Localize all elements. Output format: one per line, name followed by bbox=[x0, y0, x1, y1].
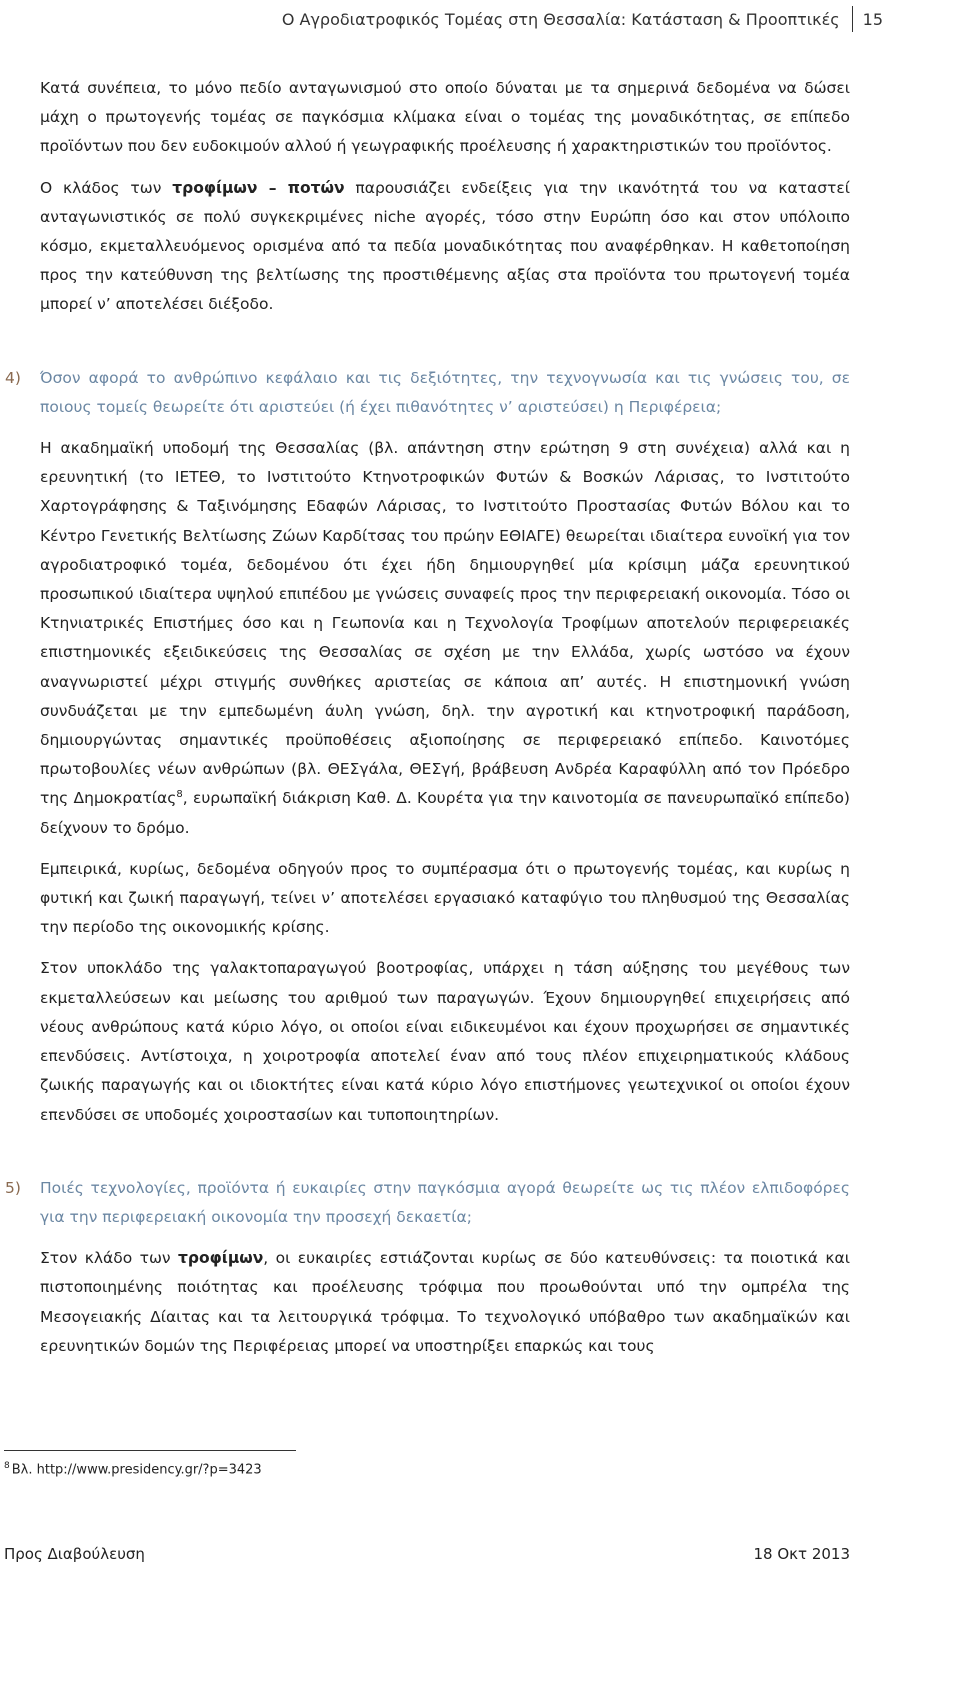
document-body bbox=[5, 74, 851, 1361]
question-5-number: 5) bbox=[5, 1178, 21, 1197]
footnote-divider bbox=[4, 1450, 296, 1451]
p2-bold-term: τροφίμων – ποτών bbox=[172, 178, 345, 197]
footer-status: Προς Διαβούλευση bbox=[4, 1545, 145, 1563]
footer-date: 18 Οκτ 2013 bbox=[753, 1545, 850, 1563]
answer-4-paragraph-3: Στον υποκλάδο της γαλακτοπαραγωγού βοοτροφίας, υπάρχει η τάση αύξησης του μεγέθους των εκμεταλλεύσεων και μείωσης του αριθμού των παραγωγών. Έχουν δημιουργηθεί επιχειρήσεις από νέους ανθρώπους κατά κύριο λόγο, οι οποίοι είναι ειδικευμένοι και έχουν προχωρήσει σε σημαντικές επενδύσεις. Αντίστοιχα, η χοιροτροφία αποτελεί έναν από τους πλέον επιχειρηματικούς κλάδους ζωικής παραγωγής και οι ιδιοκτήτες είναι κατά κύριο λόγο επιστήμονες γεωτεχνικοί οι οποίοι έχουν επενδύσει σε υποδομές χοιροστασίων και τυποποιητηρίων. bbox=[40, 959, 850, 1124]
a4p1-text-post: , ευρωπαϊκή διάκριση Καθ. Δ. Κουρέτα για την καινοτομία σε πανευρωπαϊκό επίπεδο) δείχνουν το δρόμο. bbox=[40, 789, 850, 837]
answer-4-paragraph-1 bbox=[40, 434, 850, 843]
answer-5-paragraph-1 bbox=[40, 1244, 850, 1361]
footnote bbox=[4, 1461, 262, 1477]
running-header bbox=[282, 6, 883, 32]
question-4-text: Όσον αφορά το ανθρώπινο κεφάλαιο και τις δεξιότητες, την τεχνογνωσία και τις γνώσεις του, σε ποιους τομείς θεωρείτε ότι αριστεύει (ή έχει πιθανότητες ν’ αριστεύσει) η Περιφέρεια; bbox=[40, 368, 850, 416]
footnote-text[interactable]: Βλ. http://www.presidency.gr/?p=3423 bbox=[11, 1462, 262, 1478]
question-4 bbox=[5, 364, 850, 422]
question-5-text: Ποιές τεχνολογίες, προϊόντα ή ευκαιρίες στην παγκόσμια αγορά θεωρείτε ως τις πλέον ελπιδοφόρες για την περιφερειακή οικονομία την προσεχή δεκαετία; bbox=[40, 1178, 850, 1226]
paragraph-1: Κατά συνέπεια, το μόνο πεδίο ανταγωνισμού στο οποίο δύναται με τα σημερινά δεδομένα να δώσει μάχη ο πρωτογενής τομέας σε παγκόσμια κλίμακα είναι ο τομέας της μοναδικότητας, σε επίπεδο προϊόντων που δεν ευδοκιμούν αλλού ή γεωγραφικής προέλευσης ή χαρακτηριστικών του προϊόντος. bbox=[40, 79, 850, 156]
question-4-number: 4) bbox=[5, 368, 21, 387]
paragraph-2 bbox=[40, 174, 850, 320]
footnote-number: 8 bbox=[4, 1461, 10, 1471]
question-5 bbox=[5, 1174, 850, 1232]
p2-text-pre: Ο κλάδος των bbox=[40, 178, 173, 197]
a5-bold-term: τροφίμων bbox=[178, 1249, 264, 1268]
header-separator bbox=[852, 6, 853, 32]
header-title: Ο Αγροδιατροφικός Τομέας στη Θεσσαλία: Κατάσταση & Προοπτικές bbox=[281, 9, 840, 29]
page-number: 15 bbox=[862, 9, 883, 29]
a4p1-text-pre: Η ακαδημαϊκή υποδομή της Θεσσαλίας (βλ. απάντηση στην ερώτηση 9 στη συνέχεια) αλλά και η ερευνητική (το ΙΕΤΕΘ, το Ινστιτούτο Κτηνοτροφικών Φυτών & Βοσκών Λάρισας, το Ινστιτούτο Χαρτογράφησης & Ταξινόμησης Εδαφών Λάρισας, το Ινστιτούτο Προστασίας Φυτών Βόλου και το Κέντρο Γενετικής Βελτίωσης Ζώων Καρδίτσας του πρώην ΕΘΙΑΓΕ) θεωρείται ιδιαίτερα ευνοϊκή για τον αγροδιατροφικό τομέα, δεδομένου ότι έχει ήδη δημιουργηθεί μία κρίσιμη μάζα ερευνητικού προσωπικού ιδιαίτερα υψηλού επιπέδου με γνώσεις συναφείς προς την περιφερειακή οικονομία. Τόσο οι Κτηνιατρικές Επιστήμες όσο και η Γεωπονία και η Τεχνολογία Τροφίμων αποτελούν περιφερειακές επιστημονικές εξειδικεύσεις της Θεσσαλίας σε σχέση με την Ελλάδα, χωρίς ωστόσο να έχουν αναγνωριστεί μέχρι στιγμής συνθήκες αριστείας σε κάποια απ’ αυτές. Η επιστημονική γνώση συνδυάζεται με την εμπεδωμένη άυλη γνώση, δηλ. την αγροτική και κτηνοτροφική παράδοση, δημιουργώντας σημαντικές προϋποθέσεις αξιοποίησης σε περιφερειακό επίπεδο. Καινοτόμες πρωτοβουλίες νέων ανθρώπων (βλ. ΘΕΣγάλα, ΘΕΣγή, βράβευση Ανδρέα Καραφύλλη από τον Πρόεδρο της Δημοκρατίας bbox=[40, 439, 850, 808]
answer-4-paragraph-2: Εμπειρικά, κυρίως, δεδομένα οδηγούν προς το συμπέρασμα ότι ο πρωτογενής τομέας, και κυρίως η φυτική και ζωική παραγωγή, τείνει ν’ αποτελέσει εργασιακό καταφύγιο του πληθυσμού της Θεσσαλίας την περίοδο της οικονομικής κρίσης. bbox=[40, 859, 850, 937]
footnote-reference[interactable]: 8 bbox=[176, 789, 183, 801]
p2-text-post: παρουσιάζει ενδείξεις για την ικανότητά του να καταστεί ανταγωνιστικός σε πολύ συγκεκριμένες niche αγορές, τόσο στην Ευρώπη όσο και στον υπόλοιπο κόσμο, εκμεταλλευόμενος ορισμένα από τα πεδία μοναδικότητας που αναφέρθηκαν. Η καθετοποίηση προς την κατεύθυνση της βελτίωσης της προστιθέμενης αξίας στα προϊόντα του πρωτογενή τομέα μπορεί ν’ αποτελέσει διέξοδο. bbox=[40, 178, 851, 314]
a5-text-post: , οι ευκαιρίες εστιάζονται κυρίως σε δύο κατευθύνσεις: τα ποιοτικά και πιστοποιημένης ποιότητας και προέλευσης τρόφιμα που προωθούνται υπό την ομπρέλα της Μεσογειακής Δίαιτας και τα λειτουργικά τρόφιμα. Το τεχνολογικό υπόβαθρο των ακαδημαϊκών και ερευνητικών δομών της Περιφέρειας μπορεί να υποστηρίξει επαρκώς και τους bbox=[40, 1249, 850, 1355]
a5-text-pre: Στον κλάδο των bbox=[40, 1249, 179, 1268]
